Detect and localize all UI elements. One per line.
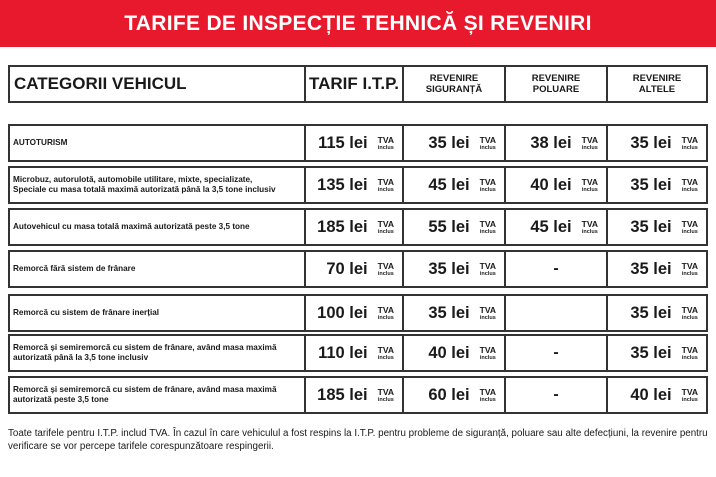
row-itp-price: 100 lei: [317, 303, 368, 322]
row-safety-price: 45 lei: [428, 175, 470, 194]
row-category-line: autorizată până la 3,5 tone inclusiv: [13, 353, 149, 362]
table-row: [8, 334, 708, 372]
row-category: [10, 296, 306, 330]
tva-sub-label: inclus: [479, 144, 496, 151]
tva-label: TVA: [377, 134, 394, 145]
tva-sub-label: inclus: [581, 144, 598, 151]
row-safety-price: 35 lei: [428, 133, 470, 152]
tva-label: TVA: [681, 260, 698, 271]
tva-label: TVA: [377, 344, 394, 355]
tva-label: TVA: [377, 260, 394, 271]
footnote: Toate tarifele pentru I.T.P. includ TVA. În cazul în care vehiculul a fost respins la I.T.P. pentru probleme de siguranță, poluare sau alte defecțiuni, la revenire pentru verificare se vor percepe tarifele corespunzătoare respingerii.: [8, 428, 708, 452]
row-pollution-price: 40 lei: [530, 175, 572, 194]
row-safety-price: 35 lei: [428, 259, 470, 278]
tva-sub-label: inclus: [681, 228, 698, 235]
header-pollution: [506, 67, 608, 101]
row-category-line: Remorcă și semiremorcă cu sistem de frânare, având masa maximă: [13, 343, 277, 352]
row-category-line: AUTOTURISM: [13, 138, 68, 147]
tva-included-label: [682, 262, 698, 277]
row-other-price: 35 lei: [630, 175, 672, 194]
row-other-cell: [608, 126, 706, 160]
header-other-line1: REVENIRE: [632, 73, 682, 84]
tva-included-label: [480, 262, 496, 277]
tva-label: TVA: [581, 176, 598, 187]
tva-label: TVA: [681, 304, 698, 315]
tva-label: TVA: [681, 176, 698, 187]
tva-sub-label: inclus: [681, 354, 698, 361]
tva-sub-label: inclus: [479, 228, 496, 235]
tva-label: TVA: [479, 260, 496, 271]
row-category-line: Microbuz, autorulotă, automobile utilitare, mixte, specializate,: [13, 175, 253, 184]
tva-included-label: [682, 306, 698, 321]
tva-included-label: [582, 220, 598, 235]
tva-included-label: [480, 220, 496, 235]
row-itp-cell: [306, 296, 404, 330]
row-safety-cell: [404, 378, 506, 412]
row-safety-price: 35 lei: [428, 303, 470, 322]
row-itp-cell: [306, 210, 404, 244]
header-other: [608, 67, 706, 101]
row-other-price: 40 lei: [630, 385, 672, 404]
tva-label: TVA: [479, 344, 496, 355]
row-pollution-cell: [506, 296, 608, 330]
tva-included-label: [378, 346, 394, 361]
row-safety-cell: [404, 296, 506, 330]
row-category-line: Remorcă cu sistem de frânare inerțial: [13, 308, 160, 317]
tva-included-label: [378, 388, 394, 403]
tva-label: TVA: [479, 134, 496, 145]
row-safety-cell: [404, 336, 506, 370]
tva-label: TVA: [479, 386, 496, 397]
row-other-cell: [608, 252, 706, 286]
tva-included-label: [682, 136, 698, 151]
tva-included-label: [480, 346, 496, 361]
row-category: [10, 378, 306, 412]
tva-included-label: [378, 262, 394, 277]
row-pollution-cell: [506, 168, 608, 202]
row-pollution-cell: [506, 252, 608, 286]
tva-sub-label: inclus: [377, 396, 394, 403]
tva-sub-label: inclus: [377, 186, 394, 193]
row-itp-price: 185 lei: [317, 217, 368, 236]
tva-label: TVA: [377, 218, 394, 229]
tva-included-label: [682, 220, 698, 235]
row-category: [10, 126, 306, 160]
row-other-price: 35 lei: [630, 259, 672, 278]
row-category: [10, 336, 306, 370]
tva-label: TVA: [479, 304, 496, 315]
tva-sub-label: inclus: [681, 186, 698, 193]
tva-sub-label: inclus: [581, 186, 598, 193]
row-category-line: Remorcă fără sistem de frânare: [13, 264, 136, 273]
row-itp-cell: [306, 168, 404, 202]
row-itp-price: 110 lei: [318, 343, 368, 362]
header-pollution-line2: POLUARE: [532, 84, 580, 95]
tva-included-label: [682, 178, 698, 193]
row-pollution-cell: [506, 210, 608, 244]
tva-included-label: [480, 388, 496, 403]
row-itp-cell: [306, 336, 404, 370]
tva-label: TVA: [479, 218, 496, 229]
row-other-cell: [608, 210, 706, 244]
row-safety-cell: [404, 168, 506, 202]
row-category-line: autorizată peste 3,5 tone: [13, 395, 109, 404]
page-title: TARIFE DE INSPECȚIE TEHNICĂ ȘI REVENIRI: [124, 11, 592, 35]
tva-label: TVA: [377, 176, 394, 187]
row-other-cell: [608, 168, 706, 202]
row-other-cell: [608, 336, 706, 370]
title-banner: [0, 0, 716, 47]
header-itp: TARIF I.T.P.: [306, 67, 404, 101]
tva-label: TVA: [479, 176, 496, 187]
row-pollution-cell: [506, 378, 608, 412]
row-pollution-value: -: [553, 344, 559, 361]
row-category-line: Autovehicul cu masa totală maximă autorizată peste 3,5 tone: [13, 222, 250, 231]
tva-sub-label: inclus: [681, 314, 698, 321]
tva-sub-label: inclus: [681, 270, 698, 277]
header-safety-line2: SIGURANȚĂ: [425, 84, 483, 95]
header-safety: [404, 67, 506, 101]
tva-sub-label: inclus: [479, 186, 496, 193]
table-row: [8, 208, 708, 246]
table-row: [8, 250, 708, 288]
tva-sub-label: inclus: [377, 314, 394, 321]
row-category-line: Remorcă și semiremorcă cu sistem de frânare, având masa maximă: [13, 385, 277, 394]
row-other-cell: [608, 378, 706, 412]
tva-label: TVA: [581, 134, 598, 145]
tva-included-label: [378, 136, 394, 151]
tva-included-label: [480, 306, 496, 321]
tva-label: TVA: [681, 218, 698, 229]
row-pollution-price: 38 lei: [530, 133, 572, 152]
tva-sub-label: inclus: [479, 354, 496, 361]
row-pollution-cell: [506, 126, 608, 160]
tva-included-label: [582, 136, 598, 151]
row-itp-price: 70 lei: [326, 259, 368, 278]
row-safety-price: 55 lei: [428, 217, 470, 236]
tva-included-label: [480, 178, 496, 193]
row-safety-price: 40 lei: [428, 343, 470, 362]
tva-label: TVA: [581, 218, 598, 229]
tva-included-label: [582, 178, 598, 193]
tva-sub-label: inclus: [479, 270, 496, 277]
row-itp-price: 135 lei: [317, 175, 368, 194]
tva-label: TVA: [681, 386, 698, 397]
row-category: [10, 168, 306, 202]
table-row: [8, 166, 708, 204]
row-safety-cell: [404, 126, 506, 160]
tva-included-label: [378, 220, 394, 235]
tva-sub-label: inclus: [581, 228, 598, 235]
row-pollution-cell: [506, 336, 608, 370]
tva-label: TVA: [377, 304, 394, 315]
tva-sub-label: inclus: [377, 270, 394, 277]
header-safety-line1: REVENIRE: [429, 73, 479, 84]
tva-label: TVA: [681, 134, 698, 145]
header-pollution-line1: REVENIRE: [531, 73, 581, 84]
row-other-cell: [608, 296, 706, 330]
row-itp-cell: [306, 252, 404, 286]
tva-sub-label: inclus: [377, 144, 394, 151]
tva-sub-label: inclus: [479, 314, 496, 321]
row-itp-cell: [306, 378, 404, 412]
table-row: [8, 294, 708, 332]
tva-sub-label: inclus: [479, 396, 496, 403]
header-category: CATEGORII VEHICUL: [10, 67, 306, 101]
tva-included-label: [378, 306, 394, 321]
tva-sub-label: inclus: [681, 396, 698, 403]
tva-included-label: [378, 178, 394, 193]
row-pollution-value: -: [553, 260, 559, 277]
tva-included-label: [480, 136, 496, 151]
tva-label: TVA: [681, 344, 698, 355]
tva-sub-label: inclus: [377, 228, 394, 235]
tva-sub-label: inclus: [377, 354, 394, 361]
row-category-line: Speciale cu masa totală maximă autorizată până la 3,5 tone inclusiv: [13, 185, 276, 194]
row-other-price: 35 lei: [630, 133, 672, 152]
row-other-price: 35 lei: [630, 343, 672, 362]
tva-label: TVA: [377, 386, 394, 397]
row-pollution-price: 45 lei: [530, 217, 572, 236]
row-category: [10, 210, 306, 244]
row-safety-cell: [404, 210, 506, 244]
row-other-price: 35 lei: [630, 303, 672, 322]
row-safety-price: 60 lei: [428, 385, 470, 404]
tva-included-label: [682, 346, 698, 361]
row-other-price: 35 lei: [630, 217, 672, 236]
row-safety-cell: [404, 252, 506, 286]
tva-included-label: [682, 388, 698, 403]
row-itp-price: 115 lei: [318, 133, 368, 152]
row-itp-price: 185 lei: [317, 385, 368, 404]
row-category: [10, 252, 306, 286]
row-itp-cell: [306, 126, 404, 160]
table-header: [8, 65, 708, 103]
row-pollution-value: -: [553, 386, 559, 403]
tva-sub-label: inclus: [681, 144, 698, 151]
table-row: [8, 124, 708, 162]
header-other-line2: ALTELE: [638, 84, 676, 95]
table-row: [8, 376, 708, 414]
